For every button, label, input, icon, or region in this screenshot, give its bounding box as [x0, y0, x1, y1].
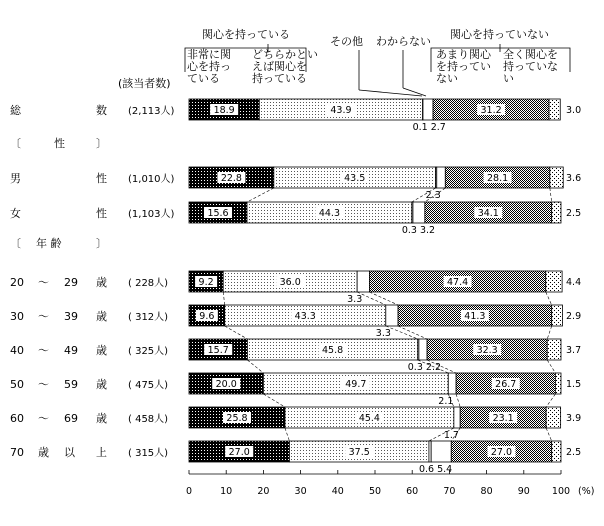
bar-segment	[454, 407, 460, 428]
value-label: 2.5	[566, 447, 582, 458]
value-label: 9.2	[198, 277, 214, 288]
value-label: 43.3	[294, 311, 316, 322]
section-age-close: 〕	[96, 237, 107, 250]
value-label: 28.1	[486, 173, 509, 184]
x-tick-label: 10	[220, 486, 233, 497]
value-label: 2.5	[566, 208, 582, 219]
value-label: 23.1	[492, 413, 514, 424]
bar-segment	[549, 99, 560, 120]
row-label-part: 歳	[96, 276, 107, 289]
row-count: ( 315人)	[128, 448, 169, 459]
row-label-part: 49	[64, 344, 78, 357]
row-label-part: 歳	[96, 412, 107, 425]
section-age-open: 〔	[10, 237, 21, 250]
header-dont-know: わからない	[376, 35, 431, 48]
connector-line	[225, 326, 248, 339]
bar-segment	[547, 339, 561, 360]
value-label: 1.5	[566, 379, 582, 390]
x-tick-label: 80	[480, 486, 493, 497]
bar-row	[10, 167, 581, 201]
row-count: ( 312人)	[128, 312, 169, 323]
section-sex-close: 〕	[96, 137, 107, 150]
row-label-part: 40	[10, 344, 24, 357]
bar-segment	[448, 373, 456, 394]
row-label-part: 歳	[96, 310, 107, 323]
legend-series-1-line-2: 持っている	[252, 72, 307, 85]
value-label: 37.5	[348, 447, 370, 458]
row-label-part: 数	[96, 104, 107, 117]
value-label: 41.3	[464, 311, 486, 322]
bar-row	[10, 373, 581, 407]
row-label-part: 20	[10, 276, 24, 289]
value-label: 3.0	[566, 105, 582, 116]
value-label: 18.9	[213, 105, 235, 116]
value-label: 27.0	[490, 447, 513, 458]
bar-segment	[552, 441, 561, 462]
value-label: 3.3	[347, 294, 363, 305]
row-count: (1,103人)	[128, 209, 175, 220]
count-header: (該当者数)	[118, 77, 171, 90]
row-label-part: 39	[64, 310, 78, 323]
value-label: 9.6	[199, 311, 215, 322]
bar-segment	[386, 305, 398, 326]
value-label: 25.8	[226, 413, 248, 424]
row-label-part: 59	[64, 378, 78, 391]
value-label: 47.4	[447, 277, 469, 288]
value-label: 15.7	[207, 345, 229, 356]
bar-segment	[437, 167, 446, 188]
value-label: 49.7	[345, 379, 367, 390]
header-group-interested: 関心を持っている	[202, 28, 290, 41]
row-label-part: ～	[38, 276, 49, 289]
bar-row	[10, 441, 581, 475]
legend-header	[118, 27, 570, 96]
value-label: 0.3 2.2	[407, 362, 442, 373]
connector-line	[223, 292, 224, 305]
section-sex-label: 性	[54, 137, 65, 150]
x-tick-label: 30	[294, 486, 307, 497]
value-label: 15.6	[207, 208, 229, 219]
connector-line	[247, 188, 274, 202]
value-label: 3.7	[566, 345, 582, 356]
value-label: 27.0	[228, 447, 250, 458]
row-label-part: 性	[96, 207, 107, 220]
value-label: 0.3 3.2	[401, 225, 436, 236]
row-label-part: ～	[38, 310, 49, 323]
legend-series-5-line-1: 持っていな	[503, 60, 558, 73]
row-count: ( 228人)	[128, 278, 169, 289]
bar-row	[10, 202, 581, 236]
connector-line	[456, 394, 460, 407]
value-label: 4.4	[566, 277, 582, 288]
x-tick-label: 0	[185, 486, 193, 497]
bar-rows	[10, 99, 581, 475]
bar-row	[10, 99, 581, 133]
row-label-part: 30	[10, 310, 24, 323]
connector-line	[546, 394, 555, 407]
connector-line	[247, 360, 263, 373]
row-count: ( 325人)	[128, 346, 169, 357]
bar-segment	[546, 407, 561, 428]
row-label-part: 上	[96, 446, 107, 459]
row-label-part: ～	[38, 412, 49, 425]
connector-line	[369, 292, 398, 305]
value-label: 22.8	[220, 173, 242, 184]
bar-segment	[555, 373, 561, 394]
x-tick-label: 100	[551, 486, 571, 497]
value-label: 0.1 2.7	[412, 122, 446, 133]
connector-line	[546, 292, 552, 305]
value-label: 45.4	[358, 413, 380, 424]
row-count: (2,113人)	[128, 106, 175, 117]
section-labels	[10, 136, 107, 250]
bar-segment	[431, 441, 451, 462]
row-label-part: 男	[10, 172, 21, 185]
x-tick-label: 90	[517, 486, 530, 497]
legend-series-0-line-0: 非常に関	[187, 48, 231, 61]
row-label-part: ～	[38, 378, 49, 391]
row-label-part: 以	[64, 446, 75, 459]
bar-segment	[357, 271, 369, 292]
legend-series-1-line-1: えば関心を	[252, 60, 307, 73]
x-tick-label: 70	[443, 486, 456, 497]
row-label-part: 50	[10, 378, 24, 391]
row-label-part: 69	[64, 412, 78, 425]
value-label: 31.2	[480, 105, 502, 116]
value-label: 43.5	[344, 173, 366, 184]
bar-segment	[423, 99, 433, 120]
connector-line	[285, 428, 289, 441]
x-tick-label: 60	[406, 486, 419, 497]
row-label-part: 歳	[96, 344, 107, 357]
row-count: ( 475人)	[128, 380, 169, 391]
row-label-part: 性	[96, 172, 107, 185]
header-group-not-interested: 関心を持っていない	[450, 28, 549, 41]
value-label: 3.9	[566, 413, 582, 424]
row-count: (1,010人)	[128, 174, 175, 185]
legend-series-0-line-1: 心を持っ	[187, 60, 231, 73]
bar-segment	[413, 202, 425, 223]
x-axis-unit: (%)	[578, 486, 595, 497]
value-label: 36.0	[279, 277, 301, 288]
row-label-part: 総	[10, 104, 21, 117]
row-label-part: 女	[10, 207, 21, 220]
value-label: 26.7	[495, 379, 517, 390]
bar-segment	[550, 167, 563, 188]
bar-row	[10, 339, 581, 373]
row-label-part: ～	[38, 344, 49, 357]
value-label: 32.3	[476, 345, 498, 356]
value-label: 1.7	[443, 430, 459, 441]
section-sex-open: 〔	[10, 137, 21, 150]
legend-series-5-line-2: い	[503, 72, 514, 85]
x-tick-label: 20	[257, 486, 270, 497]
legend-series-5-line-0: 全く関心を	[503, 48, 558, 61]
value-label: 3.6	[566, 173, 582, 184]
connector-line	[547, 326, 551, 339]
x-tick-label: 50	[368, 486, 382, 497]
connector-line	[546, 428, 552, 441]
bar-segment	[552, 305, 563, 326]
legend-series-4-line-0: あまり関心	[436, 48, 491, 61]
row-label-part: 歳	[38, 446, 49, 459]
x-axis	[186, 470, 594, 497]
value-label: 44.3	[318, 208, 341, 219]
legend-series-0-line-2: ている	[187, 72, 220, 85]
row-count: ( 458人)	[128, 414, 169, 425]
value-label: 20.0	[215, 379, 237, 390]
section-age-label: 年 齢	[36, 237, 62, 250]
value-label: 0.6 5.4	[418, 464, 453, 475]
legend-series-1-line-0: どちらかとい	[252, 48, 318, 61]
value-label: 3.3	[375, 328, 391, 339]
x-tick-label: 40	[331, 486, 344, 497]
connector-line	[263, 394, 285, 407]
value-label: 43.9	[330, 105, 352, 116]
row-label-part: 29	[64, 276, 78, 289]
value-label: 34.1	[477, 208, 499, 219]
legend-series-4-line-1: を持ってい	[436, 60, 491, 73]
bar-segment	[419, 339, 427, 360]
bar-row	[10, 271, 581, 305]
value-label: 45.8	[322, 345, 344, 356]
row-label-part: 60	[10, 412, 24, 425]
value-label: 2.3	[425, 190, 441, 201]
legend-series-4-line-2: ない	[436, 72, 458, 85]
bar-row	[10, 305, 581, 339]
row-label-part: 歳	[96, 378, 107, 391]
connector-line	[547, 360, 555, 373]
header-other: その他	[330, 35, 363, 48]
value-label: 2.1	[438, 396, 454, 407]
bar-row	[10, 407, 581, 441]
connector-line	[550, 188, 552, 202]
bar-segment	[546, 271, 562, 292]
value-label: 2.9	[566, 311, 582, 322]
row-label-part: 70	[10, 446, 24, 459]
bar-segment	[552, 202, 561, 223]
